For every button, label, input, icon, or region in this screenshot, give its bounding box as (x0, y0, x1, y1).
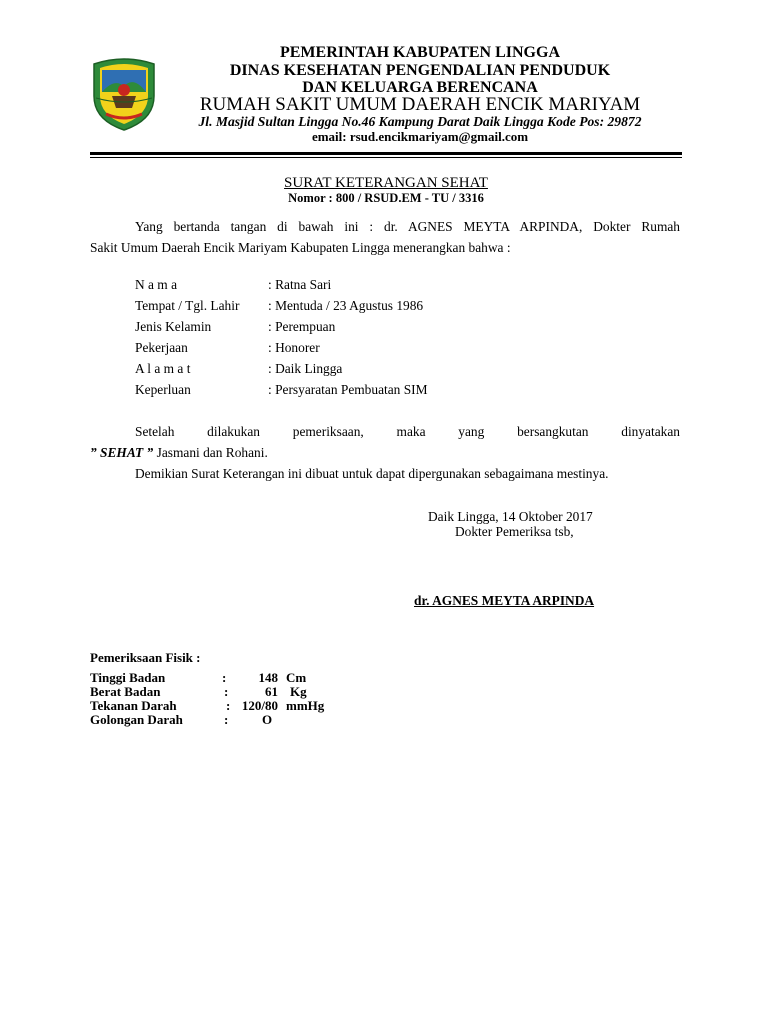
letter-number: Nomor : 800 / RSUD.EM - TU / 3316 (288, 191, 484, 205)
result-rest: Jasmani dan Rohani. (153, 445, 268, 460)
field-value-occupation: : Honorer (268, 340, 320, 355)
physical-label-blood-pressure: Tekanan Darah (90, 698, 177, 713)
physical-label-weight: Berat Badan (90, 684, 161, 699)
physical-label-height: Tinggi Badan (90, 670, 166, 685)
header-email: email: rsud.encikmariyam@gmail.com (311, 129, 529, 144)
header-address: Jl. Masjid Sultan Lingga No.46 Kampung Darat Daik Lingga Kode Pos: 29872 (198, 114, 642, 129)
field-value-address: : Daik Lingga (268, 361, 343, 376)
physical-label-blood-type: Golongan Darah (90, 712, 183, 727)
header-rule-thick (90, 152, 682, 155)
physical-colon-blood-pressure: : (226, 698, 231, 713)
field-label-purpose: Keperluan (135, 382, 191, 397)
physical-unit-height: Cm (286, 670, 307, 685)
field-value-name: : Ratna Sari (268, 277, 332, 292)
field-value-purpose: : Persyaratan Pembuatan SIM (268, 382, 428, 397)
physical-value-height: 148 (258, 670, 278, 685)
physical-colon-blood-type: : (224, 712, 229, 727)
field-value-gender: : Perempuan (268, 319, 336, 334)
place-date: Daik Lingga, 14 Oktober 2017 (428, 509, 593, 524)
field-label-address: A l a m a t (135, 361, 191, 376)
header-rule-thin (90, 157, 682, 158)
closing-sentence: Demikian Surat Keterangan ini dibuat untuk dapat dipergunakan sebagaimana mestinya. (135, 466, 609, 481)
result-line-1: Setelah dilakukan pemeriksaan, maka yang bersangkutan dinyatakan (135, 424, 680, 439)
physical-value-blood-type: O (262, 712, 273, 727)
physical-colon-weight: : (224, 684, 229, 699)
signer-name: dr. AGNES MEYTA ARPINDA (414, 593, 595, 608)
field-label-occupation: Pekerjaan (135, 340, 188, 355)
result-emphasis: ” SEHAT ” (90, 445, 154, 460)
header-agency-2: DAN KELUARGA BERENCANA (302, 79, 538, 96)
intro-line-1: Yang bertanda tangan di bawah ini : dr. AGNES MEYTA ARPINDA, Dokter Rumah (135, 219, 680, 234)
intro-line-2: Sakit Umum Daerah Encik Mariyam Kabupaten Lingga menerangkan bahwa : (90, 240, 511, 255)
physical-value-blood-pressure: 120/80 (241, 698, 278, 713)
header-agency: DINAS KESEHATAN PENGENDALIAN PENDUDUK (229, 62, 611, 79)
physical-unit-blood-pressure: mmHg (286, 698, 325, 713)
physical-colon-height: : (222, 670, 227, 685)
regency-emblem-logo (88, 56, 160, 132)
header-hospital-name: RUMAH SAKIT UMUM DAERAH ENCIK MARIYAM (199, 94, 641, 115)
physical-unit-weight: Kg (290, 684, 307, 699)
physical-heading: Pemeriksaan Fisik : (90, 650, 201, 665)
field-label-name: N a m a (135, 277, 178, 292)
signer-role: Dokter Pemeriksa tsb, (455, 524, 574, 539)
letter-title: SURAT KETERANGAN SEHAT (284, 175, 488, 191)
result-line-2 (90, 445, 268, 461)
header-government: PEMERINTAH KABUPATEN LINGGA (279, 44, 560, 61)
field-label-gender: Jenis Kelamin (135, 319, 212, 334)
field-value-birth: : Mentuda / 23 Agustus 1986 (268, 298, 424, 313)
physical-value-weight: 61 (265, 684, 278, 699)
field-label-birth: Tempat / Tgl. Lahir (135, 298, 240, 313)
